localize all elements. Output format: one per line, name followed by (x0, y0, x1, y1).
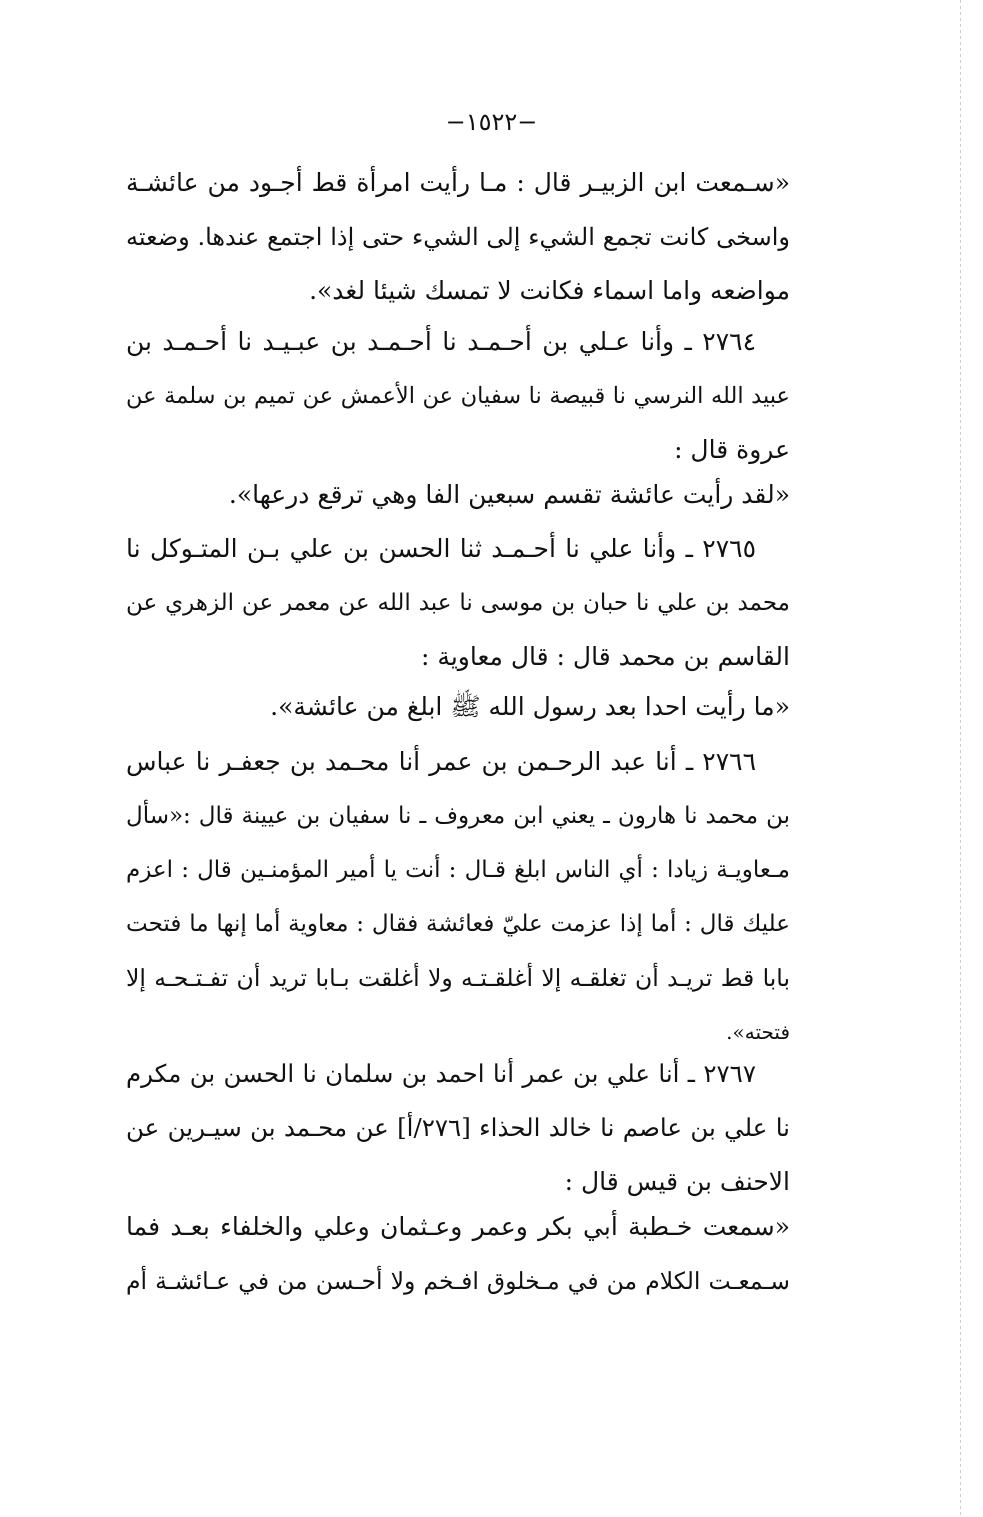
text-line: مـعاويـة زيادا : أي الناس ابلغ قـال : أنت يا أمير المؤمنـين قال : اعزم (126, 857, 790, 883)
paragraph-hadith-2765 (126, 522, 790, 684)
text-line: الاحنف بن قيس قال : (564, 1167, 790, 1196)
page-edge-line (960, 0, 961, 1517)
text-line: ٢٧٦٤ ـ وأنا عـلي بن أحـمـد نا أحـمـد بن عبـيـد نا أحـمـد بن (126, 327, 756, 356)
text-line: نا علي بن عاصم نا خالد الحذاء [٢٧٦/أ] عن محـمد بن سيـرين عن (126, 1113, 790, 1142)
text-line: «سـمعت ابن الزبيـر قال : مـا رأيت امرأة قط أجـود من عائشـة (126, 168, 790, 197)
text-line: بابا قط تريـد أن تغلقـه إلا أغلقـتـه ولا أغلقت بـابا تريد أن تفـتـحـه إلا (126, 964, 790, 992)
text-line: القاسم بن محمد قال : قال معاوية : (421, 642, 790, 671)
paragraph-quote-2767 (126, 1200, 790, 1308)
text-line: محمد بن علي نا حبان بن موسى نا عبد الله عن معمر عن الزهري عن (126, 590, 790, 616)
text-line: ٢٧٦٧ ـ أنا علي بن عمر أنا احمد بن سلمان نا الحسن بن مكرم (126, 1059, 756, 1088)
text-line: عبيد الله النرسي نا قبيصة نا سفيان عن الأعمش عن تميم بن سلمة عن (126, 383, 790, 409)
text-line: واسخى كانت تجمع الشيء إلى الشيء حتى إذا اجتمع عندها. وضعته (126, 223, 790, 251)
text-line: «ما رأيت احدا بعد رسول الله ﷺ ابلغ من عائشة». (270, 692, 790, 721)
text-line: ٢٧٦٥ ـ وأنا علي نا أحـمـد ثنا الحسن بن علي بـن المتـوكل نا (126, 534, 756, 563)
text-line: سـمعـت الكلام من في مـخلوق افـخم ولا أحـسن من في عـائشـة أم (126, 1267, 790, 1295)
text-line: بن محمد نا هارون ـ يعني ابن معروف ـ نا سفيان بن عيينة قال :«سأل (126, 803, 790, 829)
paragraph-hadith-2766 (126, 735, 790, 1059)
text-line: ٢٧٦٦ ـ أنا عبد الرحـمن بن عمر أنا محـمد بن جعفـر نا عباس (126, 747, 756, 776)
paragraph-ibn-zubayr-quote (126, 156, 790, 318)
text-line: فتحته». (726, 1020, 790, 1044)
text-line: عليك قال : أما إذا عزمت عليّ فعائشة فقال : معاوية أما إنها ما فتحت (126, 911, 790, 937)
text-line: «لقد رأيت عائشة تقسم سبعين الفا وهي ترقع درعها». (228, 480, 790, 509)
paragraph-hadith-2764 (126, 315, 790, 477)
paragraph-quote-2764 (126, 468, 790, 522)
text-line: مواضعه واما اسماء فكانت لا تمسك شيئا لغد». (309, 276, 790, 305)
text-line: «سمعت خـطبة أبي بكر وعمر وعـثمان وعلي والخلفاء بعـد فما (126, 1212, 790, 1241)
paragraph-hadith-2767 (126, 1047, 790, 1209)
text-line: عروة قال : (674, 435, 790, 464)
paragraph-quote-2765 (126, 680, 790, 734)
page-number: −١٥٢٢− (445, 108, 538, 136)
